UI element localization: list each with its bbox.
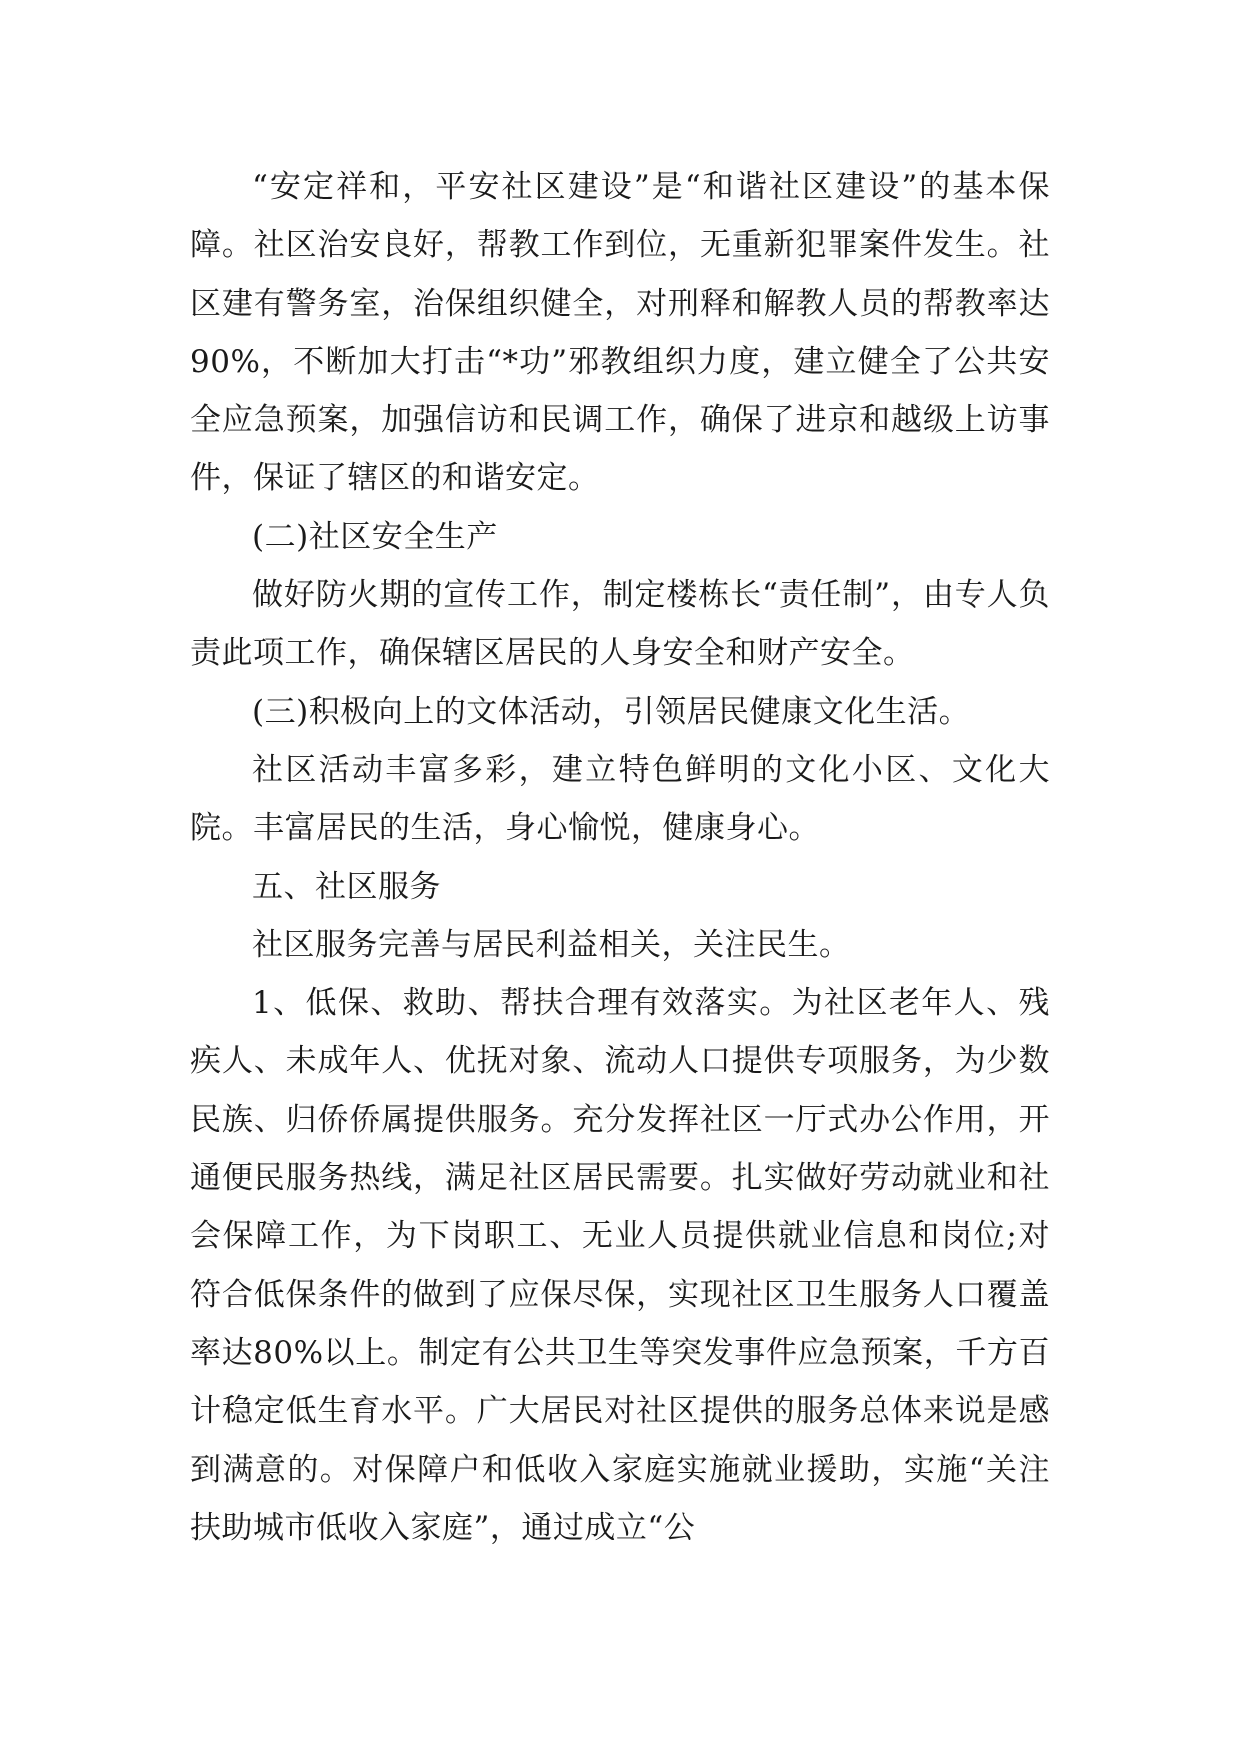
heading-community-safety-production: (二)社区安全生产 (252, 518, 498, 555)
heading-community-services: 五、社区服务 (252, 868, 441, 905)
paragraph-community-activities: 社区活动丰富多彩，建立特色鲜明的文化小区、文化大院。丰富居民的生活，身心愉悦，健康身心。 (190, 751, 1050, 847)
document-body (190, 158, 1050, 1557)
paragraph-safety-community: “安定祥和，平安社区建设”是“和谐社区建设”的基本保障。社区治安良好，帮教工作到位，无重新犯罪案件发生。社区建有警务室，治保组织健全，对刑释和解教人员的帮教率达90%，不断加大打击“*功”邪教组织力度，建立健全了公共安全应急预案，加强信访和民调工作，确保了进京和越级上访事件，保证了辖区的和谐安定。 (190, 169, 1050, 497)
paragraph-services-intro: 社区服务完善与居民利益相关，关注民生。 (252, 926, 851, 963)
paragraph-fire-prevention: 做好防火期的宣传工作，制定楼栋长“责任制”，由专人负责此项工作，确保辖区居民的人身安全和财产安全。 (190, 577, 1050, 672)
heading-cultural-activities: (三)积极向上的文体活动，引领居民健康文化生活。 (252, 693, 971, 730)
paragraph-subsistence-assistance: 1、低保、救助、帮扶合理有效落实。为社区老年人、残疾人、未成年人、优抚对象、流动人口提供专项服务，为少数民族、归侨侨属提供服务。充分发挥社区一厅式办公作用，开通便民服务热线，满足社区居民需要。扎实做好劳动就业和社会保障工作，为下岗职工、无业人员提供就业信息和岗位;对符合低保条件的做到了应保尽保，实现社区卫生服务人口覆盖率达80%以上。制定有公共卫生等突发事件应急预案，千方百计稳定低生育水平。广大居民对社区提供的服务总体来说是感到满意的。对保障户和低收入家庭实施就业援助，实施“关注扶助城市低收入家庭”，通过成立“公 (190, 985, 1050, 1546)
